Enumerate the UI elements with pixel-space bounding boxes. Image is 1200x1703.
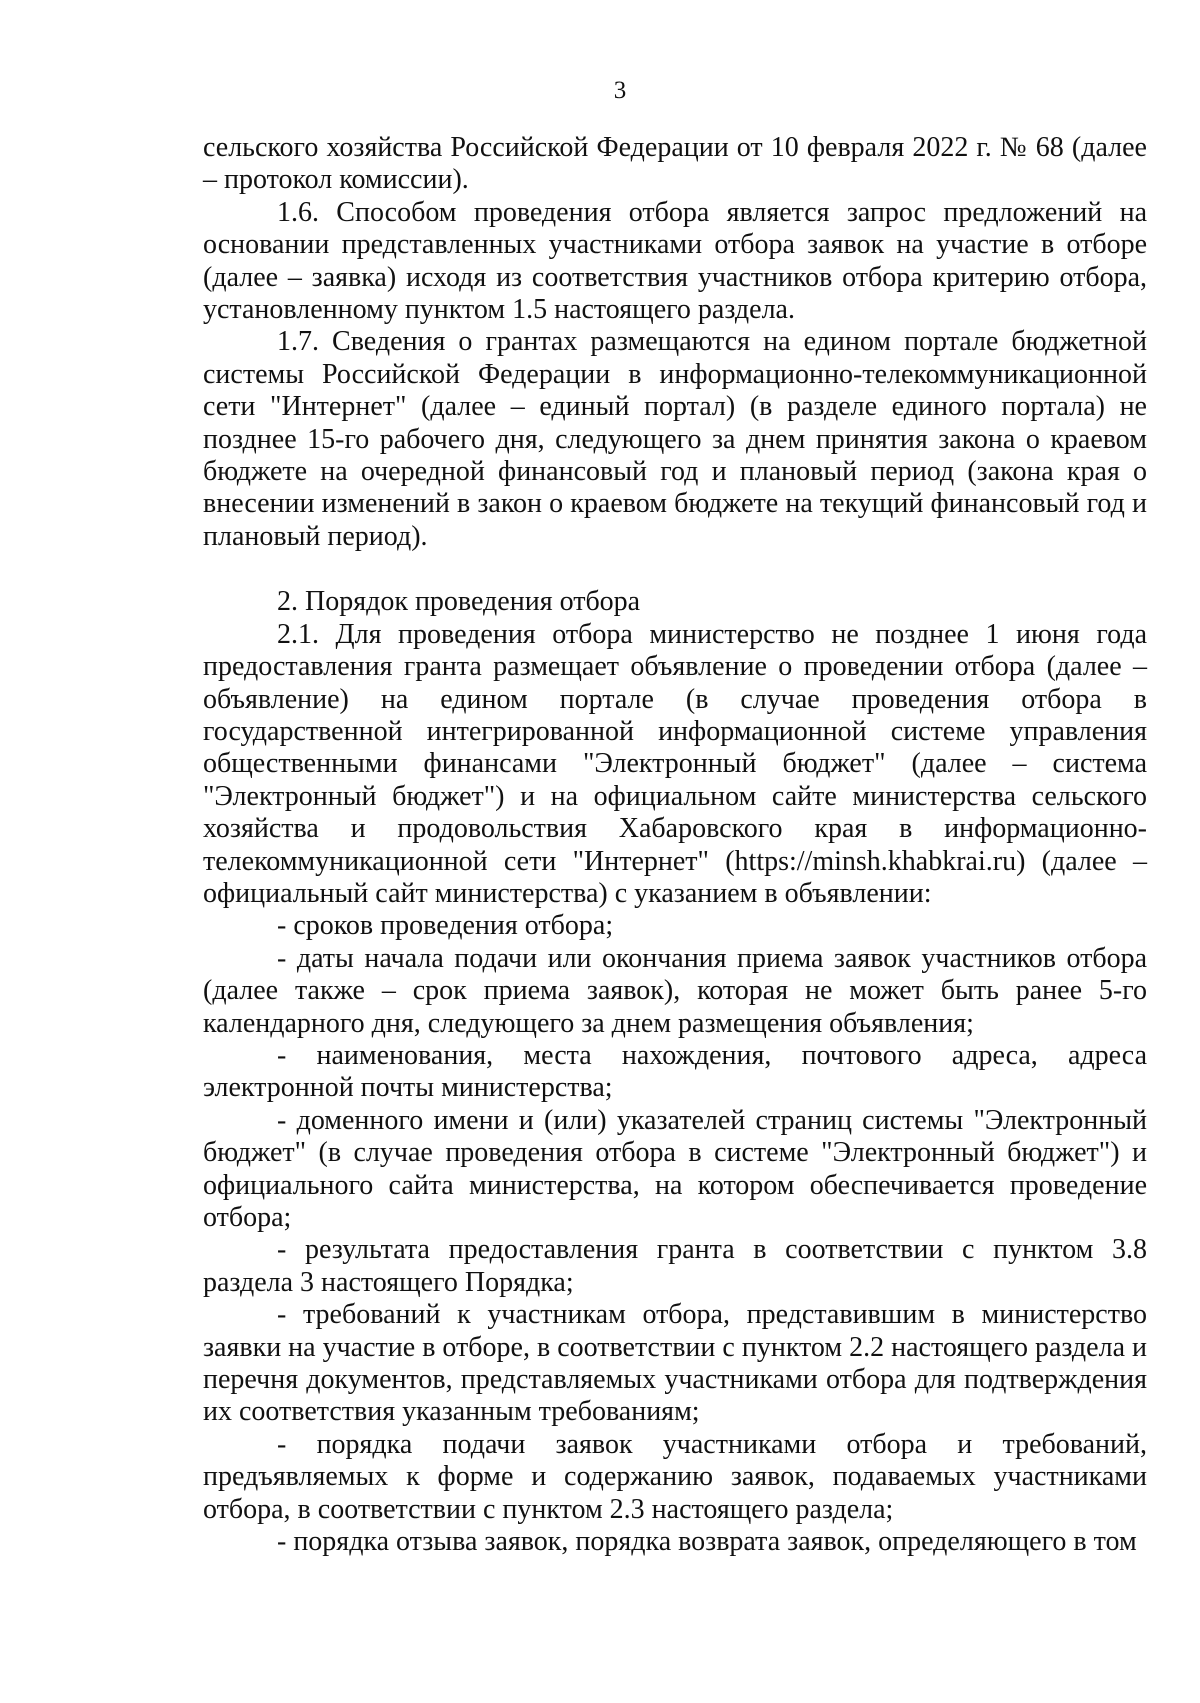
paragraph-1-7: 1.7. Сведения о грантах размещаются на едином портале бюджетной системы Российской Федерации в информационно-телекоммуникационной сети "Интернет" (далее – единый портал) (в разделе единого портала) не позднее 15-го рабочего дня, следующего за днем принятия закона о краевом бюджете на очередной финансовый год и плановый период (закона края о внесении изменений в закон о краевом бюджете на текущий финансовый год и плановый период). xyxy=(203,326,1147,552)
page-number: 3 xyxy=(613,77,627,104)
list-item: - сроков проведения отбора; xyxy=(277,910,614,942)
list-item: - результата предоставления гранта в соответствии с пунктом 3.8 раздела 3 настоящего Порядка; xyxy=(203,1234,1147,1298)
section-heading: 2. Порядок проведения отбора xyxy=(277,586,641,618)
list-item: - порядка подачи заявок участниками отбора и требований, предъявляемых к форме и содержанию заявок, подаваемых участниками отбора, в соответствии с пунктом 2.3 настоящего раздела; xyxy=(203,1428,1147,1525)
document-body xyxy=(203,132,1147,1558)
paragraph-continuation: сельского хозяйства Российской Федерации от 10 февраля 2022 г. № 68 (далее – протокол комиссии). xyxy=(203,132,1147,196)
paragraph-1-6: 1.6. Способом проведения отбора является запрос предложений на основании представленных участниками отбора заявок на участие в отборе (далее – заявка) исходя из соответствия участников отбора критерию отбора, установленному пунктом 1.5 настоящего раздела. xyxy=(203,196,1147,326)
list-item: - требований к участникам отбора, представившим в министерство заявки на участие в отборе, в соответствии с пунктом 2.2 настоящего раздела и перечня документов, представляемых участниками отбора для подтверждения их соответствия указанным требованиям; xyxy=(203,1299,1147,1428)
list-item: - порядка отзыва заявок, порядка возврата заявок, определяющего в том xyxy=(277,1526,1137,1558)
list-item: - доменного имени и (или) указателей страниц системы "Электронный бюджет" (в случае проведения отбора в системе "Электронный бюджет") и официального сайта министерства, на котором обеспечивается проведение отбора; xyxy=(203,1104,1147,1233)
paragraph-2-1: 2.1. Для проведения отбора министерство не позднее 1 июня года предоставления гранта размещает объявление о проведении отбора (далее – объявление) на едином портале (в случае проведения отбора в государственной интегрированной информационной системе управления общественными финансами "Электронный бюджет" (далее – система "Электронный бюджет") и на официальном сайте министерства сельского хозяйства и продовольствия Хабаровского края в информационно-телекоммуникационной сети "Интернет" (https://minsh.khabkrai.ru) (далее – официальный сайт министерства) с указанием в объявлении: xyxy=(203,618,1147,909)
list-item: - даты начала подачи или окончания приема заявок участников отбора (далее также – срок приема заявок), которая не может быть ранее 5-го календарного дня, следующего за днем размещения объявления; xyxy=(203,942,1147,1039)
list-item: - наименования, места нахождения, почтового адреса, адреса электронной почты министерства; xyxy=(203,1039,1147,1104)
